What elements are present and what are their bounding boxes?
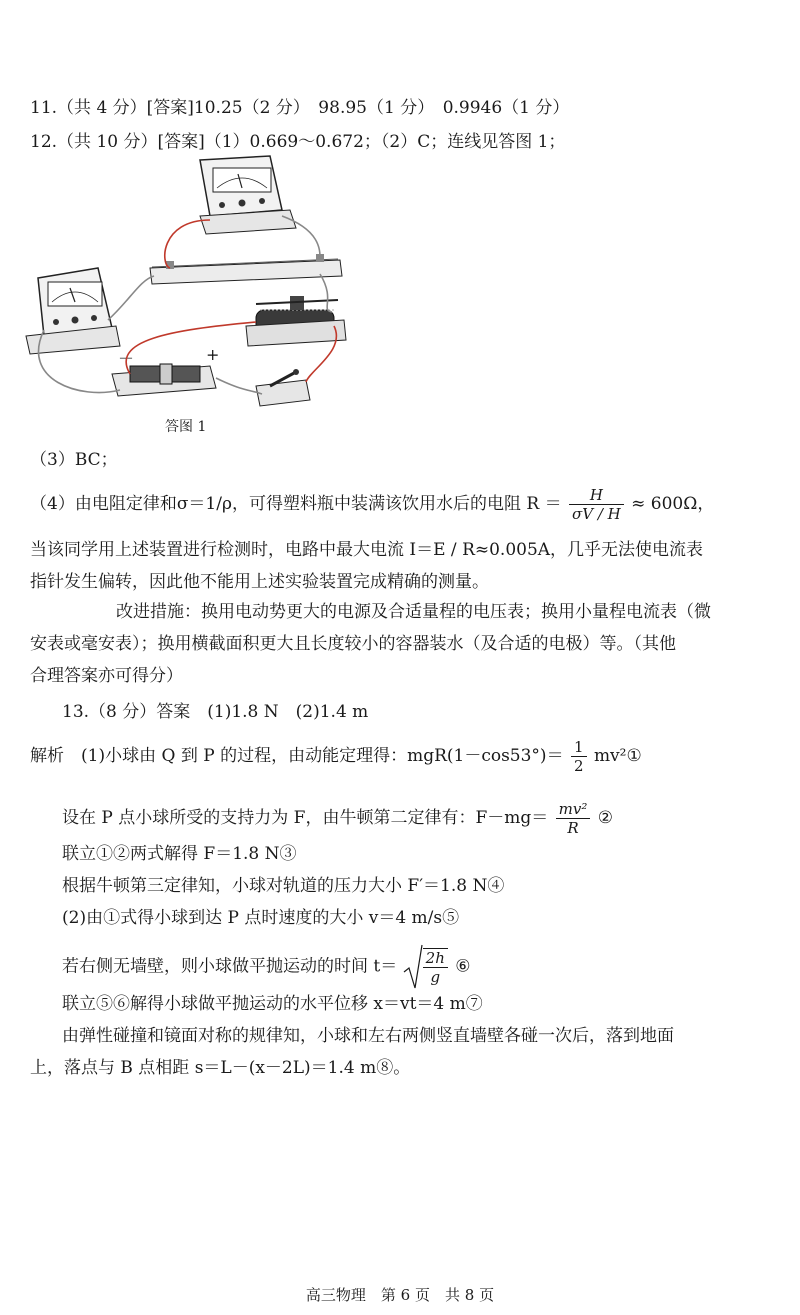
fraction-denominator: σV / H (569, 504, 624, 523)
energy-equation-prefix: 解析 (1)小球由 Q 到 P 的过程，由动能定理得：mgR(1－cos53°)＝ (30, 746, 564, 766)
time-fraction (423, 948, 448, 986)
collision-line1: 由弹性碰撞和镜面对称的规律知，小球和左右两侧竖直墙壁各碰一次后，落到地面 (62, 1026, 674, 1046)
time-line (62, 948, 471, 986)
improvement-line3: 合理答案亦可得分） (30, 666, 183, 686)
sqrt-expression (403, 948, 450, 986)
voltmeter-icon (200, 156, 296, 234)
energy-equation-suffix: mv²① (593, 746, 642, 766)
time-numerator: 2h (425, 949, 445, 967)
half-denominator: 2 (571, 756, 587, 775)
time-denominator: g (423, 967, 448, 986)
q12-part4-line3: 指针发生偏转，因此他不能用上述实验装置完成精确的测量。 (30, 572, 489, 592)
centripetal-numerator: mv² (558, 800, 588, 818)
centripetal-fraction (556, 800, 591, 837)
newton-second-law-line (62, 800, 613, 837)
displacement-line: 联立⑤⑥解得小球做平抛运动的水平位移 x＝vt＝4 m⑦ (62, 994, 483, 1014)
battery-plus-label: + (206, 345, 220, 364)
page-footer: 高三物理 第 6 页 共 8 页 (305, 1286, 495, 1304)
q12-part4-line1 (30, 486, 714, 523)
radical-icon (403, 944, 423, 990)
solve-F-line: 联立①②两式解得 F＝1.8 N③ (62, 844, 297, 864)
q12-part4-suffix: ≈ 600Ω， (631, 494, 715, 514)
centripetal-denominator: R (556, 818, 591, 837)
fraction-numerator: H (589, 486, 603, 504)
half-fraction (571, 738, 587, 775)
resistance-fraction (569, 486, 624, 523)
circuit-diagram (20, 150, 370, 410)
half-numerator: 1 (573, 738, 584, 756)
rheostat-icon (246, 296, 346, 346)
improvement-line2: 安表或毫安表）；换用横截面积更大且长度较小的容器装水（及合适的电极）等。（其他 (30, 634, 676, 654)
time-prefix: 若右侧无墙壁，则小球做平抛运动的时间 t＝ (62, 956, 398, 977)
q12-part4-prefix: （4）由电阻定律和σ＝1/ρ，可得塑料瓶中装满该饮用水后的电阻 R ＝ (30, 494, 562, 514)
battery-minus-label: － (118, 349, 135, 368)
switch-icon (256, 369, 310, 406)
q13-header: 13.（8 分）答案 (1)1.8 N (2)1.4 m (62, 702, 369, 722)
newton-prefix: 设在 P 点小球所受的支持力为 F，由牛顿第二定律有：F－mg＝ (62, 808, 549, 828)
newton-suffix: ② (597, 808, 614, 828)
time-suffix: ⑥ (455, 956, 471, 977)
third-law-line: 根据牛顿第三定律知，小球对轨道的压力大小 F′＝1.8 N④ (62, 876, 505, 896)
collision-line2: 上，落点与 B 点相距 s＝L－(x－2L)＝1.4 m⑧。 (30, 1058, 411, 1078)
q12-part4-line2: 当该同学用上述装置进行检测时，电路中最大电流 I＝E / R≈0.005A，几乎无法使电流表 (30, 540, 704, 560)
q12-answer: 12.（共 10 分）[答案]（1）0.669～0.672；（2）C；连线见答图 1； (30, 132, 566, 152)
speed-line: (2)由①式得小球到达 P 点时速度的大小 v＝4 m/s⑤ (62, 908, 460, 928)
improvement-line1: 改进措施：换用电动势更大的电源及合适量程的电压表；换用小量程电流表（微 (116, 602, 711, 622)
figure-caption: 答图 1 (165, 419, 207, 435)
q11-answer: 11.（共 4 分）[答案]10.25（2 分） 98.95（1 分） 0.9946（1 分） (30, 98, 570, 118)
resistance-board (150, 254, 342, 284)
q12-part3: （3）BC； (30, 450, 118, 470)
q13-analysis-line (30, 738, 642, 775)
